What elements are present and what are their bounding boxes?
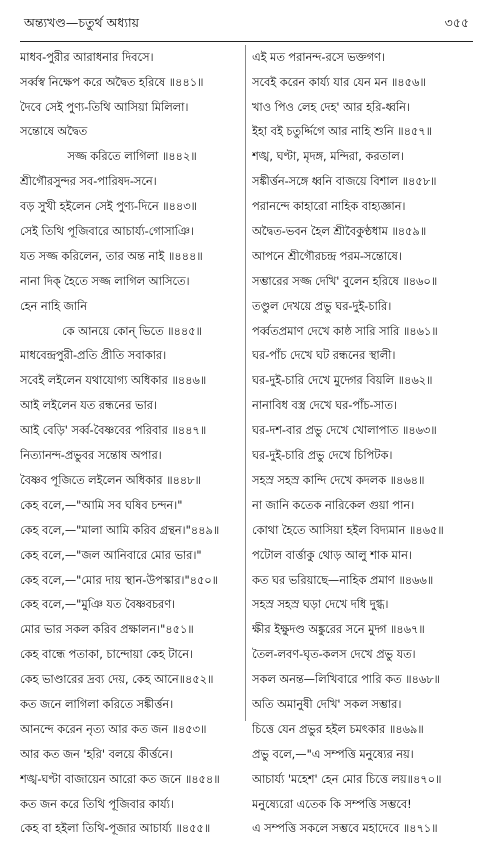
verse-line: কেহ ভাণ্ডারের দ্রব্য দেয়, কেহ আনে॥৪৫২॥ — [20, 673, 214, 687]
verse-line: কত জন করে তিথি পূজিবার কার্য্য। — [20, 797, 174, 811]
verse-line: নানাবিধ বস্ত্র দেখে ঘর-পাঁচ-সাত। — [252, 399, 397, 413]
verse-line: তৈল-লবণ-ঘৃত-কলস দেখে প্রভু যত। — [252, 648, 416, 662]
verse-line: কেহ বান্ধে পতাকা, চান্দোয়া কেহ টানে। — [20, 648, 193, 662]
right-verse-column — [252, 45, 476, 842]
page-header — [24, 12, 469, 38]
column-divider — [245, 45, 246, 721]
verse-line: সজ্জ করিতে লাগিলা ॥৪৪২॥ — [67, 150, 197, 164]
verse-line: শঙ্খ, ঘণ্টা, মৃদঙ্গ, মন্দিরা, করতাল। — [252, 150, 404, 164]
verse-line: ঘর-দশ-বার প্রভু দেখে খোলাপাত ॥৪৬৩॥ — [252, 424, 437, 438]
verse-line: আই লইলেন যত রন্ধনের ভার। — [20, 399, 157, 413]
verse-line: সকল অনন্ত—লিখিবারে পারি কত ॥৪৬৮॥ — [252, 673, 440, 687]
verse-line: কেহ বলে,—"জল আনিবারে মোর ভার।" — [20, 548, 202, 562]
verse-line: শ্রীগৌরসুন্দর সব-পারিষদ-সনে। — [20, 175, 157, 189]
verse-line: অদ্বৈত-ভবন হৈল শ্রীবৈকুণ্ঠধাম ॥৪৫৯॥ — [252, 225, 427, 239]
verse-line: ইহা বই চতুর্দ্দিগে আর নাহি শুনি ॥৪৫৭॥ — [252, 125, 432, 139]
verse-line: কত জনে লাগিলা করিতে সঙ্কীর্ত্তন। — [20, 697, 174, 711]
verse-line: যত সজ্জ করিলেন, তার অন্ত নাই ॥৪৪৪॥ — [20, 249, 203, 263]
running-title: অন্ত্যখণ্ড—চতুর্থ অধ্যায় — [24, 15, 140, 30]
verse-line: ক্ষীর ইক্ষুদণ্ড অঙ্কুরের সনে মুদ্গ ॥৪৬৭॥ — [252, 623, 425, 637]
header-rule — [20, 41, 473, 42]
verse-line: মনুষ্যেরো এতেক কি সম্পত্তি সম্ভবে! — [252, 797, 412, 811]
verse-line: সবেই লইলেন যথাযোগ্য অধিকার ॥৪৪৬॥ — [20, 374, 207, 388]
verse-line: সন্তোষে অদ্বৈত — [20, 125, 88, 139]
verse-line: বৈষ্ণব পূজিতে লইলেন অধিকার ॥৪৪৮॥ — [20, 473, 201, 487]
verse-line: অতি অমানুষী দেখি' সকল সম্ভার। — [252, 697, 402, 711]
verse-line: প্রভু বলে,—"এ সম্পত্তি মনুষ্যের নয়। — [252, 747, 414, 761]
verse-line: পরানন্দে কাহারো নাহিক বাহ্যজ্ঞান। — [252, 200, 406, 214]
verse-line: সর্ব্বস্ব নিক্ষেপ করে অদ্বৈত হরিষে ॥৪৪১॥ — [20, 75, 204, 89]
verse-line: না জানি কতেক নারিকেল গুয়া পান। — [252, 498, 415, 512]
verse-line: তণ্ডুল দেখয়ে প্রভু ঘর-দুই-চারি। — [252, 299, 392, 313]
verse-line: আই বেড়ি' সর্ব্ব-বৈষ্ণবের পরিবার ॥৪৪৭॥ — [20, 424, 207, 438]
verse-line: সবেই করেন কার্য্য যার যেন মন ॥৪৫৬॥ — [252, 75, 426, 89]
verse-line: শঙ্খ-ঘণ্টা বাজায়েন আরো কত জনে ॥৪৫৪॥ — [20, 772, 220, 786]
verse-line: সঙ্কীর্ত্তন-সঙ্গে ধ্বনি বাজয়ে বিশাল ॥৪৫৮॥ — [252, 175, 437, 189]
verse-line: কেহ বলে,—"আমি সব ঘষিব চন্দন।" — [20, 498, 183, 512]
verse-line: হেন নাহি জানি — [20, 299, 87, 313]
verse-line: এই মত পরানন্দ-রসে ভক্তগণ। — [252, 50, 385, 64]
verse-line: আপনে শ্রীগৌরচন্দ্র পরম-সন্তোষে। — [252, 249, 402, 263]
verse-line: আচার্য্য 'মহেশ' হেন মোর চিত্তে লয়॥৪৭০॥ — [252, 772, 442, 786]
verse-line: পটোল বার্ত্তাকু থোড় আলু শাক মান। — [252, 548, 412, 562]
verse-line: কোথা হৈতে আসিয়া হইল বিদ্যমান ॥৪৬৫॥ — [252, 523, 444, 537]
verse-line: চিত্তে যেন প্রভুর হইল চমৎকার ॥৪৬৯॥ — [252, 722, 424, 736]
verse-line: দৈবে সেই পুণ্য-তিথি আসিয়া মিলিলা। — [20, 100, 189, 114]
page-number: ৩৫৫ — [444, 15, 469, 30]
verse-line: সহস্র সহস্র ঘড়া দেখে দধি দুগ্ধ। — [252, 598, 389, 612]
verse-line: কত ঘর ভরিয়াছে—নাহিক প্রমাণ ॥৪৬৬॥ — [252, 573, 434, 587]
left-verse-column — [20, 45, 244, 842]
verse-line: নানা দিক্‌ হৈতে সজ্জ লাগিল আসিতে। — [20, 274, 190, 288]
verse-line: পর্ব্বতপ্রমাণ দেখে কাষ্ঠ সারি সারি ॥৪৬১॥ — [252, 324, 438, 338]
verse-line: মোর ভার সকল করিব প্রক্ষালন।"৪৫১॥ — [20, 623, 194, 637]
verse-line: নিত্যানন্দ-প্রভুবর সন্তোষ অপার। — [20, 449, 162, 463]
verse-line: কেহ বলে,—"মোর দায় স্থান-উপস্কার।"৪৫০॥ — [20, 573, 219, 587]
verse-line: সেই তিথি পূজিবারে আচার্য্য-গোসাঞি। — [20, 225, 194, 239]
verse-line: কে আনয়ে কোন্‌ ভিতে ॥৪৪৫॥ — [62, 324, 202, 338]
verse-line: বড় সুখী হইলেন সেই পুণ্য-দিনে ॥৪৪৩॥ — [20, 200, 197, 214]
verse-line: ঘর-দুই-চারি দেখে মুদ্গের বিয়লি ॥৪৬২॥ — [252, 374, 433, 388]
verse-line: সহস্র সহস্র কান্দি দেখে কদলক ॥৪৬৪॥ — [252, 473, 425, 487]
verse-line: ঘর-পাঁচ দেখে ঘট রন্ধনের স্থালী। — [252, 349, 396, 363]
verse-line: মাধব-পুরীর আরাধনার দিবসে। — [20, 50, 154, 64]
verse-line: আর কত জন 'হরি' বলয়ে কীর্ত্তনে। — [20, 747, 173, 761]
verse-line: কেহ বলে,—"মালা আমি করিব গ্রন্থন।"৪৪৯॥ — [20, 523, 220, 537]
verse-line: মাধবেন্দ্রপুরী-প্রতি প্রীতি সবাকার। — [20, 349, 167, 363]
verse-line: কেহ বলে,—"মুঞি যত বৈষ্ণবচরণ। — [20, 598, 176, 612]
verse-line: এ সম্পত্তি সকলে সম্ভবে মহাদেবে ॥৪৭১॥ — [252, 822, 438, 836]
verse-line: কেহ বা হইলা তিথি-পূজার আচার্য্য ॥৪৫৫॥ — [20, 822, 211, 836]
verse-line: ঘর-দুই-চারি প্রভু দেখে চিপিটক। — [252, 449, 393, 463]
verse-line: আনন্দে করেন নৃত্য আর কত জন ॥৪৫৩॥ — [20, 722, 207, 736]
verse-line: সম্ভারের সজ্জ দেখি' বুলেন হরিষে ॥৪৬০॥ — [252, 274, 438, 288]
verse-line: খাও পিও লেহ দেহ' আর হরি-ধ্বনি। — [252, 100, 410, 114]
